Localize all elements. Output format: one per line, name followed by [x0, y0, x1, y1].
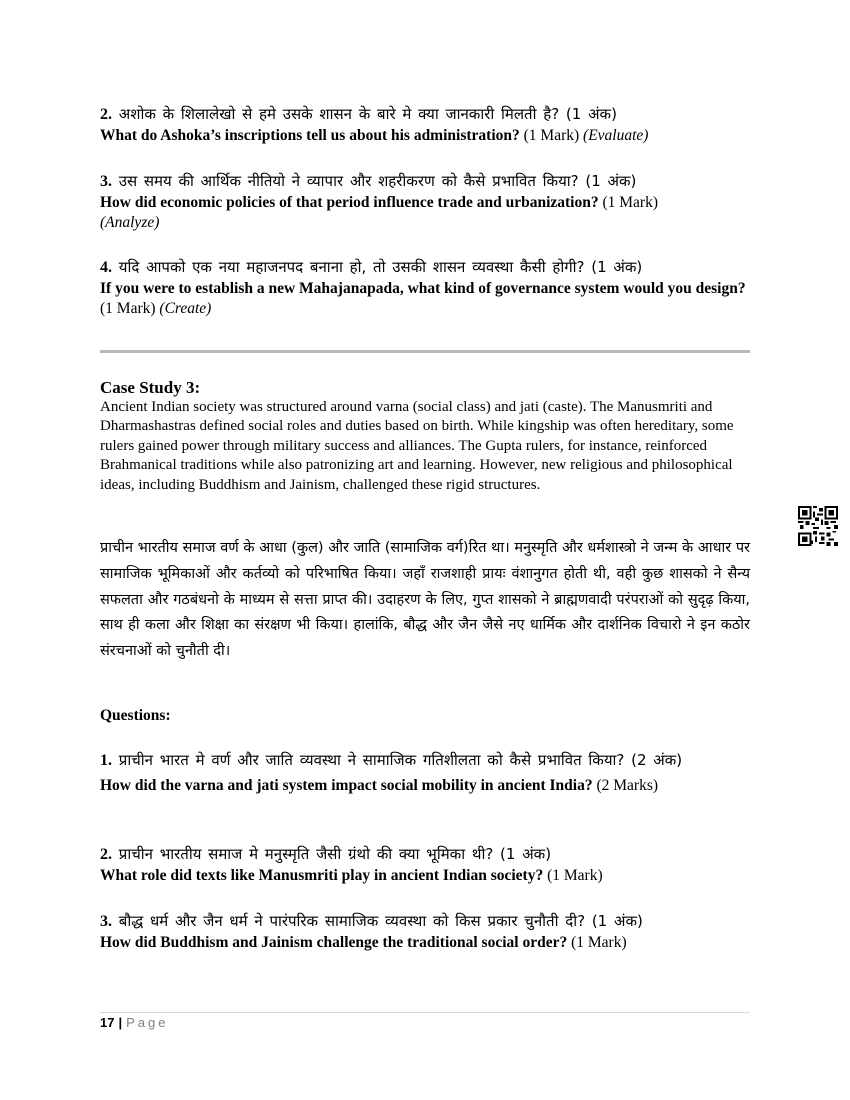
question-english-text: What do Ashoka’s inscriptions tell us about his administration?: [100, 127, 520, 144]
marks-label: (1 Mark): [571, 934, 627, 951]
footer-divider: [100, 1012, 750, 1013]
question-english-text: If you were to establish a new Mahajanapada, what kind of governance system would you design?: [100, 280, 746, 297]
marks-label: (1 Mark): [523, 127, 580, 144]
question-english-text: How did the varna and jati system impact social mobility in ancient India?: [100, 777, 593, 794]
case-question-2: [100, 843, 750, 886]
section-divider: [100, 350, 750, 353]
question-hindi: [100, 103, 750, 126]
question-english-text: How did economic policies of that period influence trade and urbanization?: [100, 194, 599, 211]
question-hindi: [100, 843, 750, 866]
page-footer: [100, 1015, 168, 1030]
question-english: [100, 866, 750, 886]
question-4: [100, 256, 750, 319]
question-hindi: [100, 170, 750, 193]
question-number: 3.: [100, 913, 112, 930]
question-hindi: [100, 910, 750, 933]
question-hindi: [100, 747, 750, 774]
marks-label: (1 Mark): [547, 867, 603, 884]
marks-label: (1 Mark): [100, 300, 156, 317]
question-hindi-text: प्राचीन भारत मे वर्ण और जाति व्यवस्था ने सामाजिक गतिशीलता को कैसे प्रभावित किया? (2 अंक): [118, 751, 683, 769]
question-number: 1.: [100, 752, 112, 769]
blooms-level: (Analyze): [100, 214, 160, 231]
case-question-1: [100, 747, 750, 796]
questions-heading: Questions:: [100, 707, 171, 724]
case-study-english-paragraph: Ancient Indian society was structured around varna (social class) and jati (caste). The Manusmriti and Dharmashastras defined social roles and duties based on birth. While kingship was often hereditary, some rulers gained power through military success and alliances. The Gupta rulers, for instance, reinforced Brahmanical traditions while also patronizing art and learning. However, new religious and philosophical ideas, including Buddhism and Jainism, challenged these rigid structures.: [100, 399, 734, 493]
question-3: [100, 170, 750, 233]
question-number: 2.: [100, 106, 112, 123]
question-hindi: [100, 256, 750, 279]
question-hindi-text: बौद्ध धर्म और जैन धर्म ने पारंपरिक सामाजिक व्यवस्था को किस प्रकार चुनौती दी? (1 अंक): [118, 912, 643, 930]
question-english: [100, 776, 750, 796]
page-label: Page: [126, 1015, 169, 1030]
question-hindi-text: उस समय की आर्थिक नीतियो ने व्यापार और शहरीकरण को कैसे प्रभावित किया? (1 अंक): [118, 172, 637, 190]
question-english: [100, 279, 750, 319]
question-number: 4.: [100, 259, 112, 276]
case-question-3: [100, 910, 750, 953]
question-english: [100, 126, 750, 146]
question-english-text: How did Buddhism and Jainism challenge the traditional social order?: [100, 934, 568, 951]
question-english-text: What role did texts like Manusmriti play in ancient Indian society?: [100, 867, 544, 884]
marks-label: (1 Mark): [602, 194, 658, 211]
footer-separator: |: [118, 1015, 123, 1030]
case-study-title: Case Study 3:: [100, 378, 201, 397]
blooms-level: (Create): [159, 300, 212, 317]
question-2: [100, 103, 750, 146]
page-number: 17: [100, 1015, 115, 1030]
question-number: 2.: [100, 846, 112, 863]
question-hindi-text: प्राचीन भारतीय समाज मे मनुस्मृति जैसी ग्रंथो की क्या भूमिका थी? (1 अंक): [118, 845, 552, 863]
question-hindi-text: यदि आपको एक नया महाजनपद बनाना हो, तो उसकी शासन व्यवस्था कैसी होगी? (1 अंक): [118, 258, 643, 276]
qr-code-icon: [797, 506, 839, 546]
question-english: [100, 193, 750, 233]
question-english: [100, 933, 750, 953]
question-number: 3.: [100, 173, 112, 190]
blooms-level: (Evaluate): [583, 127, 649, 144]
question-hindi-text: अशोक के शिलालेखो से हमे उसके शासन के बारे मे क्या जानकारी मिलती है? (1 अंक): [118, 105, 617, 123]
marks-label: (2 Marks): [596, 777, 659, 794]
case-study-hindi-paragraph: प्राचीन भारतीय समाज वर्ण के आधा (कुल) और जाति (सामाजिक वर्ग)रित था। मनुस्मृति और धर्मशास्त्रो ने जन्म के आधार पर सामाजिक भूमिकाओं और कर्तव्यो को परिभाषित किया। जहाँ राजशाही प्रायः वंशानुगत होती थी, वही कुछ शासको ने सैन्य सफलता और गठबंधनो के माध्यम से सत्ता प्राप्त की। उदाहरण के लिए, गुप्त शासको ने ब्राह्मणवादी परंपराओं को सुदृढ़ किया, साथ ही कला और शिक्षा का संरक्षण भी किया। हालांकि, बौद्ध और जैन जैसे नए धार्मिक और दार्शनिक विचारो ने इन कठोर संरचनाओं को चुनौती दी।: [100, 540, 750, 660]
